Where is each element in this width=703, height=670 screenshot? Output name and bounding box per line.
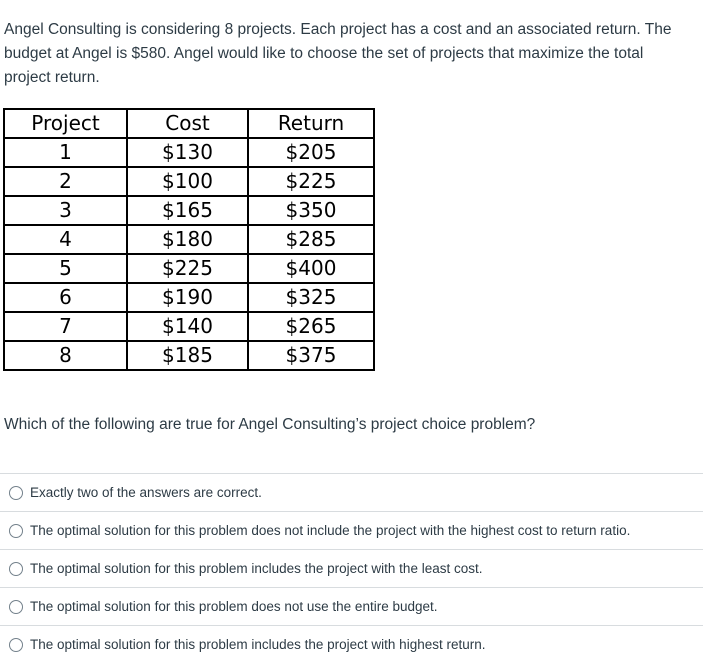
table-row [4,167,374,196]
table-row [4,312,374,341]
problem-statement: Angel Consulting is considering 8 projects. Each project has a cost and an associated return. The budget at Angel is $580. Angel would like to choose the set of projects that maximize the total project return. [4,21,672,86]
table-row [4,196,374,225]
cost-cell: $165 [127,196,248,225]
return-cell: $350 [248,196,374,225]
radio-button[interactable] [9,524,23,538]
table-row [4,283,374,312]
return-cell: $225 [248,167,374,196]
question-text: Which of the following are true for Angel Consulting’s project choice problem? [4,416,536,433]
project-cell: 4 [4,225,127,254]
return-cell: $265 [248,312,374,341]
table-row [4,225,374,254]
answer-option-4[interactable] [0,587,703,625]
return-cell: $400 [248,254,374,283]
project-cell: 7 [4,312,127,341]
radio-button[interactable] [9,486,23,500]
answer-option-5[interactable] [0,625,703,663]
projects-table [3,108,375,371]
header-return: Return [248,109,374,138]
table-row [4,138,374,167]
answer-option-2[interactable] [0,511,703,549]
table-row [4,341,374,370]
cost-cell: $100 [127,167,248,196]
answer-label: The optimal solution for this problem includes the project with the least cost. [30,561,483,576]
cost-cell: $185 [127,341,248,370]
cost-cell: $225 [127,254,248,283]
header-project: Project [4,109,127,138]
header-cost: Cost [127,109,248,138]
return-cell: $325 [248,283,374,312]
project-cell: 8 [4,341,127,370]
project-cell: 3 [4,196,127,225]
project-cell: 2 [4,167,127,196]
answer-list [0,473,703,663]
return-cell: $205 [248,138,374,167]
radio-button[interactable] [9,638,23,652]
table-row [4,254,374,283]
return-cell: $375 [248,341,374,370]
radio-button[interactable] [9,562,23,576]
cost-cell: $190 [127,283,248,312]
radio-button[interactable] [9,600,23,614]
answer-label: The optimal solution for this problem does not use the entire budget. [30,599,438,614]
project-cell: 1 [4,138,127,167]
cost-cell: $140 [127,312,248,341]
cost-cell: $180 [127,225,248,254]
return-cell: $285 [248,225,374,254]
answer-option-1[interactable] [0,473,703,511]
cost-cell: $130 [127,138,248,167]
answer-label: The optimal solution for this problem includes the project with highest return. [30,637,486,652]
project-cell: 5 [4,254,127,283]
answer-label: Exactly two of the answers are correct. [30,485,262,500]
answer-label: The optimal solution for this problem does not include the project with the highest cost to return ratio. [30,523,631,538]
project-cell: 6 [4,283,127,312]
answer-option-3[interactable] [0,549,703,587]
table-header-row [4,109,374,138]
